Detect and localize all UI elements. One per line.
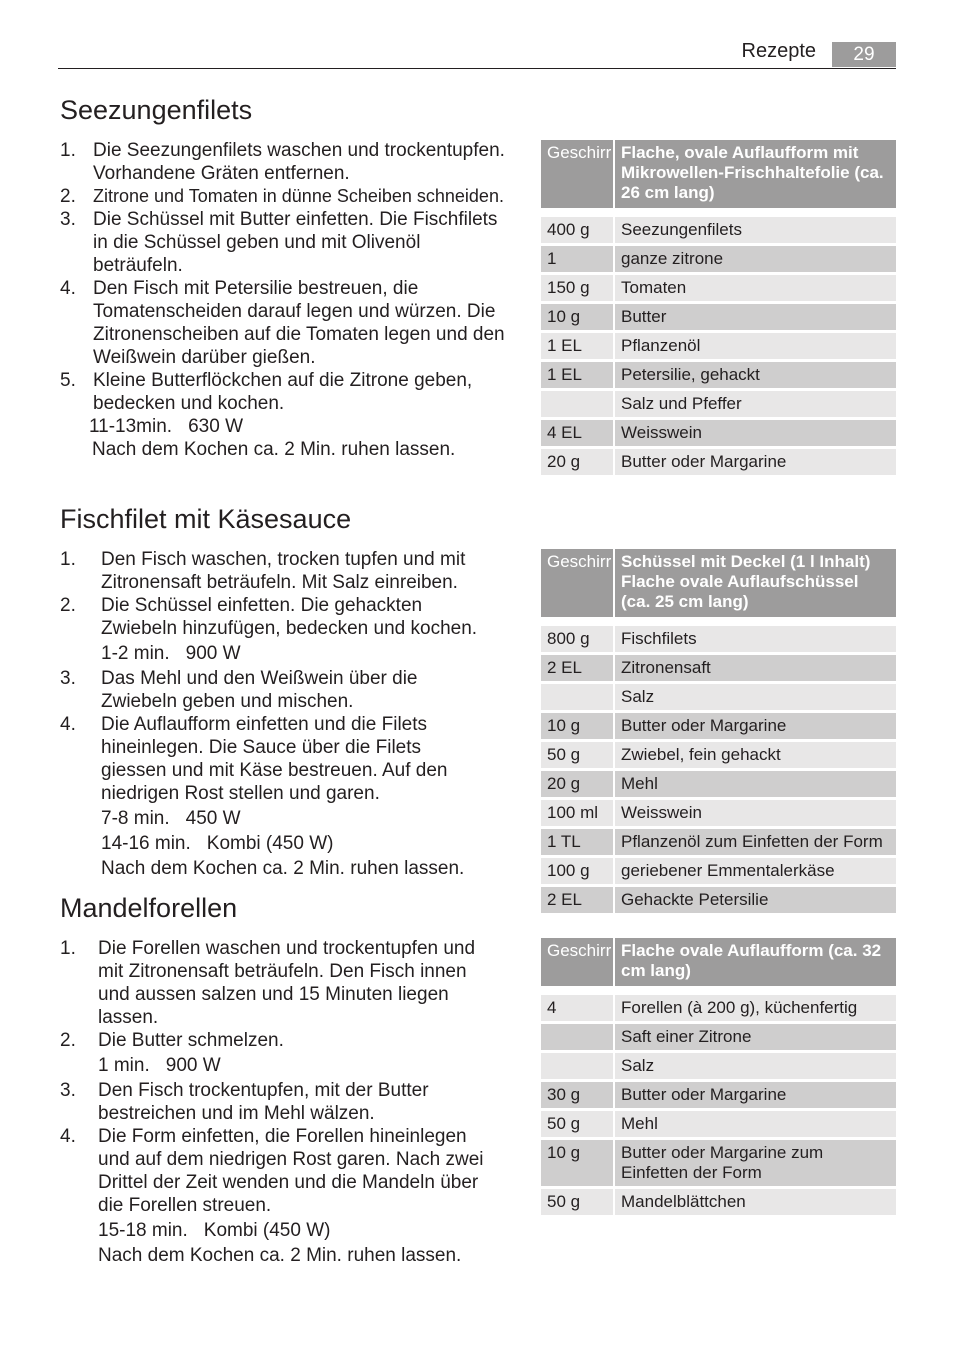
ingredient: Weisswein [614,419,896,448]
quantity: 1 [541,245,614,274]
rest-note: Nach dem Kochen ca. 2 Min. ruhen lassen. [92,439,456,460]
quantity: 2 EL [541,886,614,915]
table-row [541,886,896,915]
step [60,1125,490,1267]
header-label: Geschirr [541,549,614,617]
step-text: Kleine Butterflöckchen auf die Zitrone geben, bedecken und kochen. [93,370,473,414]
table-row [541,361,896,390]
recipe-title: Mandelforellen [60,893,238,923]
quantity: 50 g [541,1188,614,1217]
quantity [541,1023,614,1052]
page-header [58,38,896,69]
setting-power: 900 W [185,643,241,664]
step [60,369,505,415]
quantity: 100 g [541,857,614,886]
step-number: 4. [60,714,76,735]
ingredient: Weisswein [614,799,896,828]
table-row [541,390,896,419]
step [60,667,480,713]
setting-time: 15-18 min. [98,1220,188,1241]
ingredient: Tomaten [614,274,896,303]
rest-note: Nach dem Kochen ca. 2 Min. ruhen lassen. [98,1245,462,1266]
table-row [541,654,896,683]
step-number: 4. [60,1126,76,1147]
ingredient: Butter oder Margarine zum Einfetten der Form [614,1139,896,1188]
quantity: 50 g [541,741,614,770]
table-row [541,1139,896,1188]
header-value: Flache ovale Auflaufform (ca. 32 cm lang) [614,938,896,986]
step-number: 3. [60,1080,76,1101]
table-header [541,549,896,617]
step-text: Den Fisch waschen, trocken tupfen und mit Zitronensaft beträufeln. Mit Salz einreiben. [101,549,466,593]
header-value: Schüssel mit Deckel (1 l Inhalt) Flache ovale Auflaufschüssel (ca. 25 cm lang) [614,549,896,617]
ingredient: Salz [614,683,896,712]
table-row [541,994,896,1023]
table-row [541,712,896,741]
step [60,713,480,880]
section-label: Rezepte [741,40,816,62]
ingredients-table [541,549,896,916]
ingredients-table [541,140,896,478]
table-row [541,303,896,332]
quantity: 100 ml [541,799,614,828]
step-text: Die Form einfetten, die Forellen hineinlegen und auf dem niedrigen Rost garen. Nach zwei Drittel der Zeit wenden und die Mandeln über die Forellen streuen. [98,1126,484,1216]
step-text: Zitrone und Tomaten in dünne Scheiben schneiden. [93,186,504,206]
quantity: 50 g [541,1110,614,1139]
ingredient: Zwiebel, fein gehackt [614,741,896,770]
table-row [541,1052,896,1081]
quantity [541,390,614,419]
step [60,1029,490,1077]
step-text: Den Fisch trockentupfen, mit der Butter bestreichen und im Mehl wälzen. [98,1080,429,1124]
recipe-steps [60,548,480,880]
cooking-setting [60,415,505,461]
setting-time: 7-8 min. [101,808,170,829]
table-row [541,419,896,448]
step [60,1079,490,1125]
quantity: 10 g [541,1139,614,1188]
step [60,208,505,277]
setting-power: Kombi (450 W) [206,833,334,854]
quantity: 4 EL [541,419,614,448]
step [60,548,480,594]
table-row [541,625,896,654]
step-number: 1. [60,938,76,959]
step-text: Vorhandene Gräten entfernen. [93,163,350,184]
quantity: 30 g [541,1081,614,1110]
recipe-steps [60,139,505,461]
recipe-steps [60,937,490,1267]
recipe-title: Fischfilet mit Käsesauce [60,504,352,534]
table-header [541,140,896,208]
quantity: 150 g [541,274,614,303]
table-row [541,683,896,712]
ingredient: Fischfilets [614,625,896,654]
table-row [541,245,896,274]
ingredient: geriebener Emmentalerkäse [614,857,896,886]
setting-time: 14-16 min. [101,833,191,854]
setting-time: 1 min. [98,1055,150,1076]
step [60,937,490,1029]
setting-power: 450 W [185,808,241,829]
step-number: 5. [60,370,76,391]
step [60,139,505,185]
table-row [541,828,896,857]
ingredient: Seezungenfilets [614,216,896,245]
table-header [541,938,896,986]
step [60,185,505,208]
table-row [541,448,896,477]
setting-time: 11-13min. [89,416,173,437]
quantity [541,683,614,712]
quantity: 10 g [541,303,614,332]
quantity: 800 g [541,625,614,654]
header-label: Geschirr [541,938,614,986]
setting-time: 1-2 min. [101,643,170,664]
ingredient: Gehackte Petersilie [614,886,896,915]
rest-note: Nach dem Kochen ca. 2 Min. ruhen lassen. [101,858,465,879]
ingredient: Butter [614,303,896,332]
step-text: Die Schüssel einfetten. Die gehackten Zwiebeln hinzufügen, bedecken und kochen. [101,595,478,639]
step-number: 2. [60,186,76,207]
quantity: 1 EL [541,361,614,390]
ingredient: Forellen (à 200 g), küchenfertig [614,994,896,1023]
setting-power: 900 W [165,1055,221,1076]
recipe-title: Seezungenfilets [60,95,253,125]
table-row [541,857,896,886]
setting-power: 630 W [188,416,244,437]
table-row [541,1188,896,1217]
table-row [541,1081,896,1110]
table-row [541,1023,896,1052]
table-row [541,1110,896,1139]
ingredient: Mehl [614,770,896,799]
ingredients-table [541,938,896,1218]
quantity: 1 TL [541,828,614,857]
step-text: Das Mehl und den Weißwein über die Zwiebeln geben und mischen. [101,668,418,712]
table-row [541,799,896,828]
step-number: 4. [60,278,76,299]
step-text: Die Forellen waschen und trockentupfen und mit Zitronensaft beträufeln. Den Fisch innen und aussen salzen und 15 Minuten liegen lassen. [98,938,476,1028]
ingredient: Pflanzenöl zum Einfetten der Form [614,828,896,857]
table-row [541,332,896,361]
step [60,594,480,665]
ingredient: Salz [614,1052,896,1081]
ingredient: Butter oder Margarine [614,448,896,477]
ingredient: ganze zitrone [614,245,896,274]
quantity: 2 EL [541,654,614,683]
step-text: Den Fisch mit Petersilie bestreuen, die Tomatenscheiden darauf legen und würzen. Die Zitronenscheiben auf die Tomaten legen und den Weißwein darüber gießen. [93,278,505,368]
step-text: Die Seezungenfilets waschen und trockentupfen. [93,140,505,161]
ingredient: Butter oder Margarine [614,712,896,741]
step-number: 1. [60,549,76,570]
step-text: Die Butter schmelzen. [98,1030,284,1051]
step [60,277,505,369]
quantity: 4 [541,994,614,1023]
step-number: 2. [60,595,76,616]
header-value: Flache, ovale Auflaufform mit Mikrowellen-Frischhaltefolie (ca. 26 cm lang) [614,140,896,208]
page-number: 29 [832,42,896,67]
ingredient: Pflanzenöl [614,332,896,361]
ingredient: Mehl [614,1110,896,1139]
step-text: Die Schüssel mit Butter einfetten. Die Fischfilets in die Schüssel geben und mit Olivenöl beträufeln. [93,209,498,276]
quantity: 1 EL [541,332,614,361]
ingredient: Butter oder Margarine [614,1081,896,1110]
table-row [541,274,896,303]
quantity: 400 g [541,216,614,245]
step-number: 1. [60,140,76,161]
step-number: 2. [60,1030,76,1051]
ingredient: Zitronensaft [614,654,896,683]
quantity: 10 g [541,712,614,741]
table-row [541,216,896,245]
step-number: 3. [60,668,76,689]
quantity: 20 g [541,770,614,799]
table-row [541,770,896,799]
ingredient: Saft einer Zitrone [614,1023,896,1052]
table-row [541,741,896,770]
ingredient: Petersilie, gehackt [614,361,896,390]
quantity [541,1052,614,1081]
setting-power: Kombi (450 W) [203,1220,331,1241]
step-text: Die Auflaufform einfetten und die Filets hineinlegen. Die Sauce über die Filets giessen und mit Käse bestreuen. Auf den niedrigen Rost stellen und garen. [101,714,448,804]
header-label: Geschirr [541,140,614,208]
ingredient: Salz und Pfeffer [614,390,896,419]
step-number: 3. [60,209,76,230]
quantity: 20 g [541,448,614,477]
ingredient: Mandelblättchen [614,1188,896,1217]
